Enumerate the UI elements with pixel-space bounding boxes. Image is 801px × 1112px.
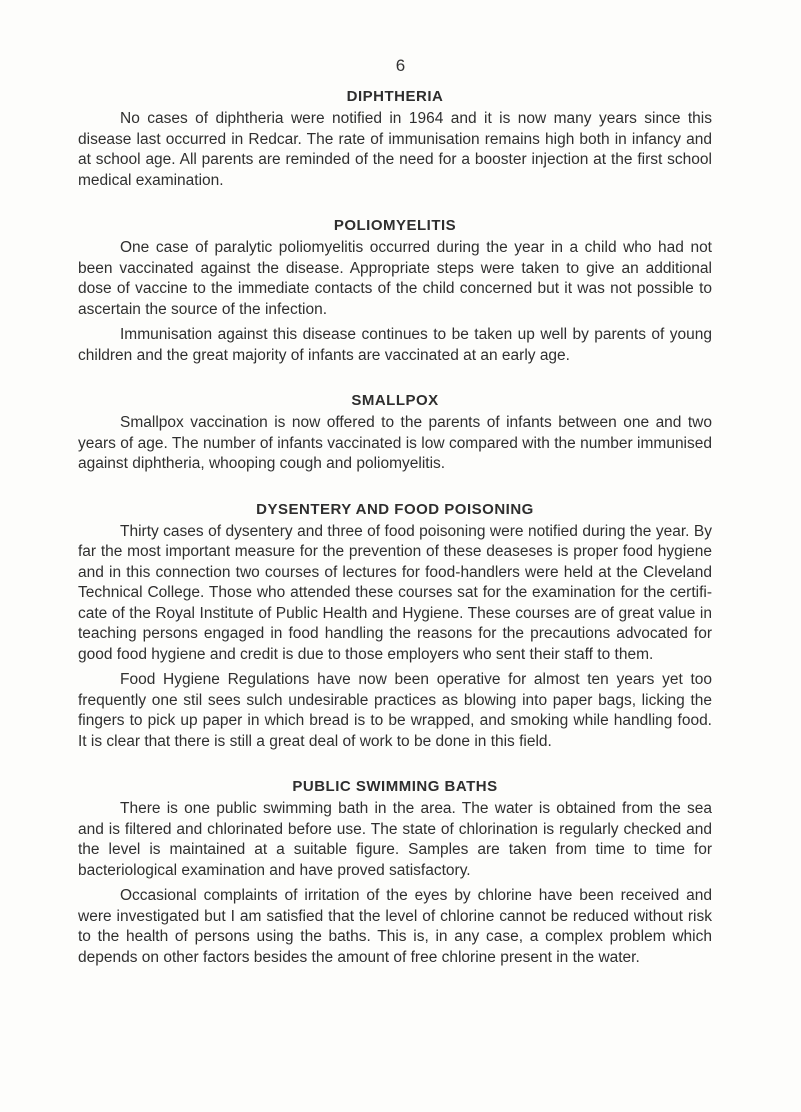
paragraph: Occasional complaints of irritation of the eyes by chlorine have been received and were investigated but I am satisfied that the level of chlorine cannot be reduced without risk to the health of persons using the baths. This is, in any case, a complex problem which depends on other factors besides the amount of free chlorine present in the water. (78, 887, 712, 966)
paragraph: Food Hygiene Regulations have now been operative for almost ten years yet too frequently one stil sees sulch undesirable practices as blowing into paper bags, licking the fingers to pick up paper in which bread is to be wrapped, and smoking while handling food. It is clear that there is still a great deal of work to be done in this field. (78, 671, 712, 750)
section-heading: SMALLPOX (351, 392, 439, 409)
section-heading: POLIOMYELITIS (333, 217, 457, 234)
section-heading: DYSENTERY AND FOOD POISONING (256, 500, 534, 518)
paragraph: One case of paralytic poliomyelitis occurred during the year in a child who had not been vaccinated against the disease. Appropriate steps were taken to give an additional dose of vaccine to the immediate contacts of the child concerned but it was not possible to ascertain the source of the infection. (78, 239, 712, 318)
section-poliomyelitis (78, 217, 712, 366)
section-heading: DIPHTHERIA (346, 88, 444, 105)
paragraph: There is one public swimming bath in the area. The water is obtained from the sea and is filtered and chlorinated before use. The state of chlorination is regularly checked and the level is maintained at a suitable figure. Samples are taken from time to time for bacteriological examination and have proved satisfactory. (78, 800, 712, 879)
section-public-swimming-baths (78, 778, 712, 968)
paragraph: Thirty cases of dysentery and three of food poisoning were notified during the year. By far the most important measure for the prevention of these deaseses is proper food hygiene and in this connection two courses of lectures for food-handlers were held at the Cleveland Technical College. Those who attended these courses sat for the examination for the certifi- cate of the Royal Institute of Public Health and Hygiene. These courses are of great value in teaching persons engaged in food handling the reasons for the precautions advocated for good food hygiene and credit is due to those employers who sent their staff to them. (78, 522, 712, 663)
section-diphtheria (78, 88, 712, 191)
paragraph: No cases of diphtheria were notified in 1964 and it is now many years since this disease last occurred in Redcar. The rate of immunisation remains high both in infancy and at school age. All parents are reminded of the need for a booster injection at the first school medical examination. (78, 110, 712, 189)
section-smallpox (78, 392, 712, 475)
paragraph: Immunisation against this disease continues to be taken up well by parents of young children and the great majority of infants are vaccinated at an early age. (78, 326, 712, 364)
page-number: 6 (395, 56, 406, 75)
document-body (78, 88, 712, 994)
section-heading: PUBLIC SWIMMING BATHS (292, 778, 498, 795)
section-dysentery-food-poisoning (78, 501, 712, 753)
paragraph: Smallpox vaccination is now offered to the parents of infants between one and two years of age. The number of infants vaccinated is low compared with the number immunised against diphtheria, whooping cough and poliomyelitis. (78, 414, 712, 472)
